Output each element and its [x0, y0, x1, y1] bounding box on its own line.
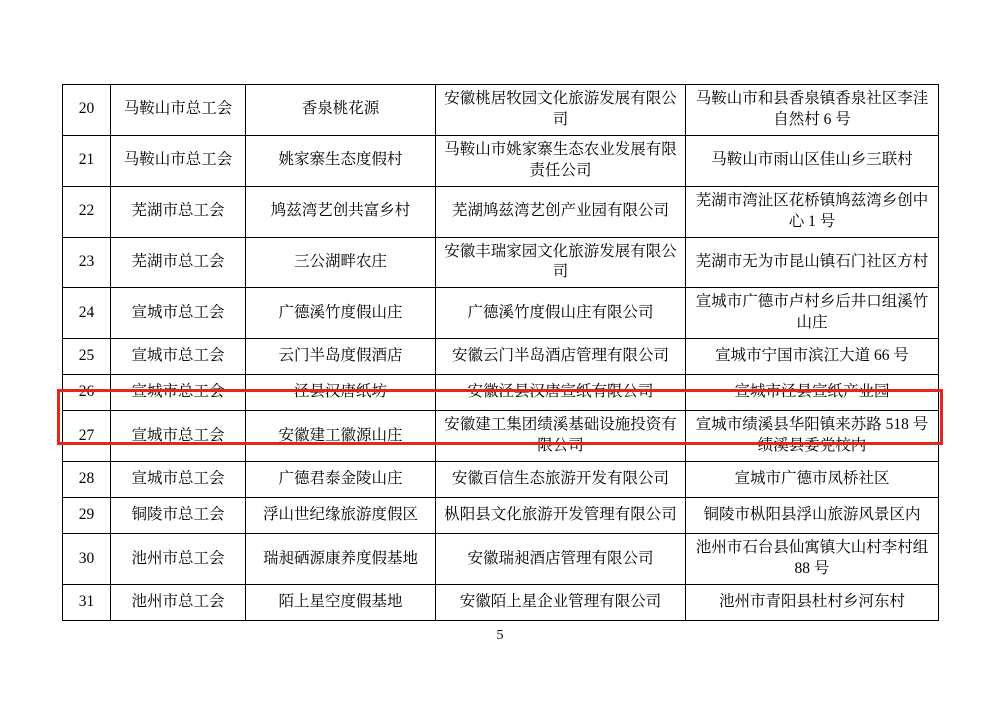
table-row	[63, 339, 939, 375]
row-index: 30	[63, 534, 111, 585]
row-company: 安徽云门半岛酒店管理有限公司	[436, 339, 686, 375]
row-index: 22	[63, 186, 111, 237]
row-index: 28	[63, 462, 111, 498]
table-row	[63, 584, 939, 620]
row-name: 广德君泰金陵山庄	[246, 462, 436, 498]
row-company: 安徽丰瑞家园文化旅游发展有限公司	[436, 237, 686, 288]
table-row-highlighted	[63, 411, 939, 462]
row-address: 铜陵市枞阳县浮山旅游风景区内	[686, 498, 939, 534]
row-name: 陌上星空度假基地	[246, 584, 436, 620]
row-name: 泾县汉唐纸坊	[246, 375, 436, 411]
row-company: 枞阳县文化旅游开发管理有限公司	[436, 498, 686, 534]
row-index: 31	[63, 584, 111, 620]
row-address: 马鞍山市雨山区佳山乡三联村	[686, 135, 939, 186]
row-index: 29	[63, 498, 111, 534]
row-union: 宣城市总工会	[111, 339, 246, 375]
row-name: 云门半岛度假酒店	[246, 339, 436, 375]
row-index: 24	[63, 288, 111, 339]
row-union: 宣城市总工会	[111, 462, 246, 498]
table-row	[63, 186, 939, 237]
row-company: 安徽建工集团绩溪基础设施投资有限公司	[436, 411, 686, 462]
table-row	[63, 534, 939, 585]
row-name: 姚家寨生态度假村	[246, 135, 436, 186]
table-row	[63, 85, 939, 136]
row-name: 瑞昶硒源康养度假基地	[246, 534, 436, 585]
row-company: 安徽陌上星企业管理有限公司	[436, 584, 686, 620]
row-address: 宣城市广德市凤桥社区	[686, 462, 939, 498]
row-union: 宣城市总工会	[111, 375, 246, 411]
row-union: 马鞍山市总工会	[111, 85, 246, 136]
row-address: 马鞍山市和县香泉镇香泉社区李洼自然村 6 号	[686, 85, 939, 136]
row-company: 安徽泾县汉唐宣纸有限公司	[436, 375, 686, 411]
row-company: 广德溪竹度假山庄有限公司	[436, 288, 686, 339]
row-name: 安徽建工徽源山庄	[246, 411, 436, 462]
table-row	[63, 498, 939, 534]
row-name: 香泉桃花源	[246, 85, 436, 136]
row-company: 安徽瑞昶酒店管理有限公司	[436, 534, 686, 585]
row-index: 23	[63, 237, 111, 288]
row-company: 马鞍山市姚家寨生态农业发展有限责任公司	[436, 135, 686, 186]
row-union: 宣城市总工会	[111, 411, 246, 462]
row-union: 铜陵市总工会	[111, 498, 246, 534]
row-union: 池州市总工会	[111, 584, 246, 620]
row-address: 池州市青阳县杜村乡河东村	[686, 584, 939, 620]
row-union: 芜湖市总工会	[111, 186, 246, 237]
row-address: 宣城市绩溪县华阳镇来苏路 518 号绩溪县委党校内	[686, 411, 939, 462]
row-union: 芜湖市总工会	[111, 237, 246, 288]
table-row	[63, 135, 939, 186]
row-name: 三公湖畔农庄	[246, 237, 436, 288]
table-row	[63, 462, 939, 498]
row-address: 池州市石台县仙寓镇大山村李村组 88 号	[686, 534, 939, 585]
row-index: 26	[63, 375, 111, 411]
row-address: 宣城市宁国市滨江大道 66 号	[686, 339, 939, 375]
row-union: 宣城市总工会	[111, 288, 246, 339]
table-row	[63, 288, 939, 339]
row-address: 宣城市广德市卢村乡后井口组溪竹山庄	[686, 288, 939, 339]
row-name: 广德溪竹度假山庄	[246, 288, 436, 339]
row-name: 鸠兹湾艺创共富乡村	[246, 186, 436, 237]
row-index: 21	[63, 135, 111, 186]
row-name: 浮山世纪缘旅游度假区	[246, 498, 436, 534]
row-union: 池州市总工会	[111, 534, 246, 585]
row-address: 宣城市泾县宣纸产业园	[686, 375, 939, 411]
row-company: 芜湖鸠兹湾艺创产业园有限公司	[436, 186, 686, 237]
table-row	[63, 237, 939, 288]
row-address: 芜湖市湾沚区花桥镇鸠兹湾乡创中心 1 号	[686, 186, 939, 237]
row-company: 安徽百信生态旅游开发有限公司	[436, 462, 686, 498]
facility-table-body	[63, 85, 939, 621]
row-index: 20	[63, 85, 111, 136]
table-row	[63, 375, 939, 411]
row-company: 安徽桃居牧园文化旅游发展有限公司	[436, 85, 686, 136]
facility-table	[62, 84, 939, 621]
row-index: 25	[63, 339, 111, 375]
page-number: 5	[496, 628, 504, 643]
facility-table-container	[62, 84, 938, 621]
row-index: 27	[63, 411, 111, 462]
row-address: 芜湖市无为市昆山镇石门社区方村	[686, 237, 939, 288]
row-union: 马鞍山市总工会	[111, 135, 246, 186]
